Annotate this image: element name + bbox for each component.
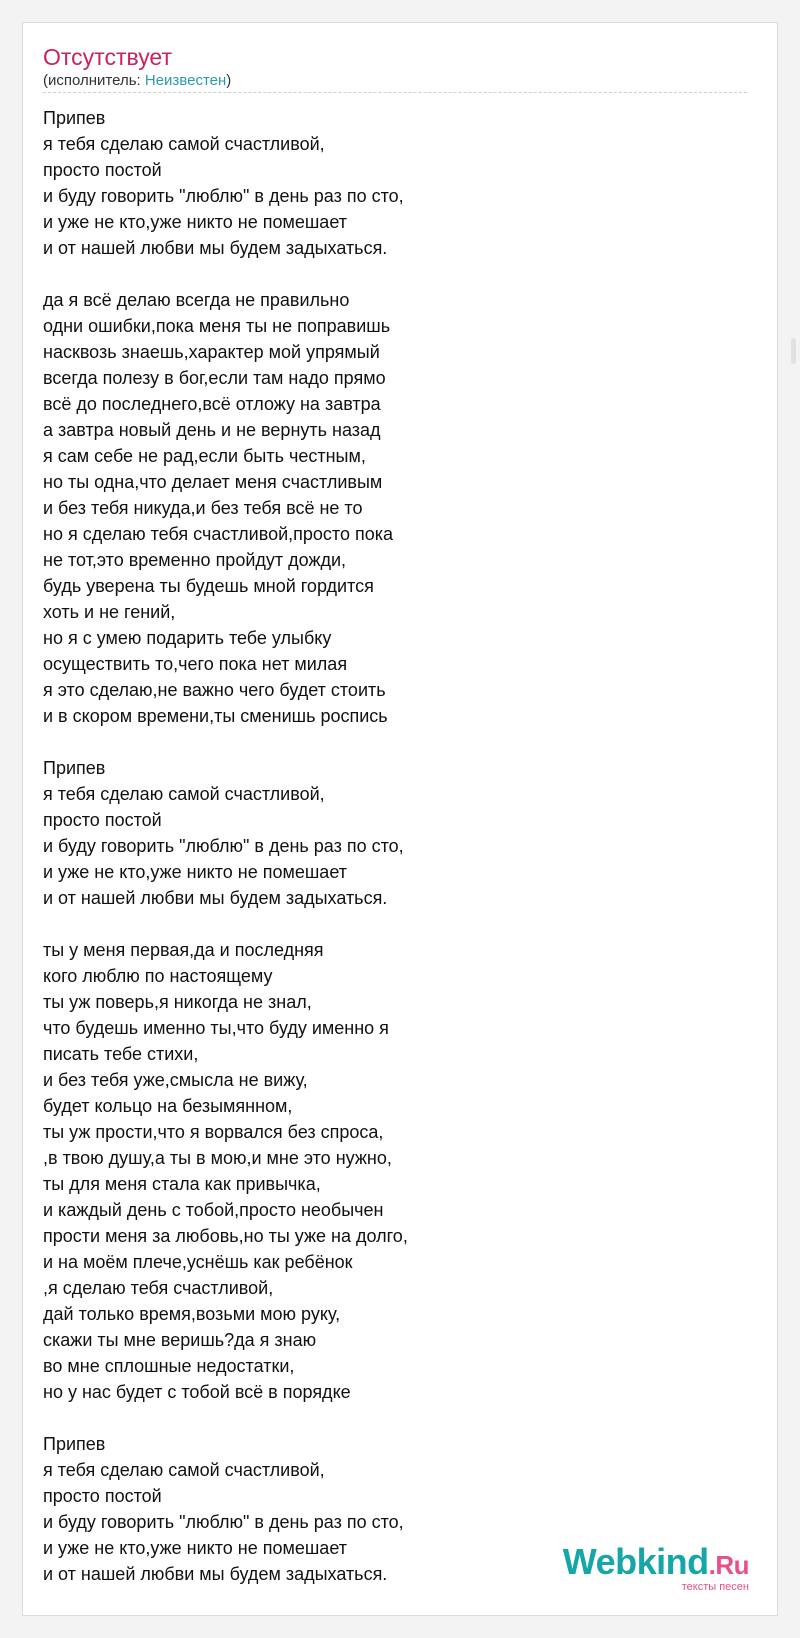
lyric-line: Припев (43, 1434, 106, 1454)
scrollbar-thumb[interactable] (791, 338, 796, 364)
lyric-line: и без тебя никуда,и без тебя всё не то (43, 498, 363, 518)
lyric-line: и от нашей любви мы будем задыхаться. (43, 238, 388, 258)
lyric-line: Припев (43, 758, 106, 778)
stanza-gap (43, 261, 408, 287)
stanza-gap (43, 911, 408, 937)
lyric-line: что будешь именно ты,что буду именно я (43, 1018, 389, 1038)
lyric-line: одни ошибки,пока меня ты не поправишь (43, 316, 391, 336)
site-logo[interactable] (562, 1541, 749, 1593)
lyric-line: ты для меня стала как привычка, (43, 1174, 321, 1194)
lyric-line: я сам себе не рад,если быть честным, (43, 446, 366, 466)
lyric-line: просто постой (43, 810, 162, 830)
artist-suffix: ) (226, 72, 232, 89)
artist-prefix: (исполнитель: (43, 72, 145, 89)
stanza-gap (43, 729, 408, 755)
lyric-line: всё до последнего,всё отложу на завтра (43, 394, 381, 414)
lyric-line: и каждый день с тобой,просто необычен (43, 1200, 384, 1220)
title-divider (43, 92, 747, 93)
lyric-line: и буду говорить "люблю" в день раз по сто, (43, 836, 404, 856)
lyric-line: и буду говорить "люблю" в день раз по сто, (43, 186, 404, 206)
logo-tagline: тексты песен (681, 1581, 749, 1593)
lyric-line: ты уж поверь,я никогда не знал, (43, 992, 312, 1012)
lyric-line: ты уж прости,что я ворвался без спроса, (43, 1122, 384, 1142)
lyric-line: кого люблю по настоящему (43, 966, 273, 986)
lyric-line: Припев (43, 108, 106, 128)
logo-wordmark (562, 1541, 749, 1583)
lyric-line: насквозь знаешь,характер мой упрямый (43, 342, 380, 362)
artist-line (43, 72, 231, 90)
lyric-line: и уже не кто,уже никто не помешает (43, 212, 347, 232)
lyric-line: я тебя сделаю самой счастливой, (43, 784, 325, 804)
lyric-line: скажи ты мне веришь?да я знаю (43, 1330, 317, 1350)
lyric-line: и на моём плече,уснёшь как ребёнок (43, 1252, 353, 1272)
lyrics-card (22, 22, 778, 1616)
song-title: Отсутствует (43, 44, 172, 70)
lyric-line: будет кольцо на безымянном, (43, 1096, 293, 1116)
lyric-line: ты у меня первая,да и последняя (43, 940, 324, 960)
lyric-line: ,в твою душу,а ты в мою,и мне это нужно, (43, 1148, 392, 1168)
lyric-line: я это сделаю,не важно чего будет стоить (43, 680, 386, 700)
lyric-line: и от нашей любви мы будем задыхаться. (43, 1564, 388, 1584)
lyric-line: и уже не кто,уже никто не помешает (43, 1538, 347, 1558)
lyric-line: во мне сплошные недостатки, (43, 1356, 295, 1376)
lyric-line: ,я сделаю тебя счастливой, (43, 1278, 274, 1298)
lyric-line: хоть и не гений, (43, 602, 176, 622)
lyric-line: дай только время,возьми мою руку, (43, 1304, 341, 1324)
lyric-line: я тебя сделаю самой счастливой, (43, 1460, 325, 1480)
lyric-line: но ты одна,что делает меня счастливым (43, 472, 383, 492)
lyric-line: просто постой (43, 160, 162, 180)
artist-link[interactable]: Неизвестен (144, 72, 227, 89)
lyric-line: но у нас будет с тобой всё в порядке (43, 1382, 351, 1402)
lyric-line: да я всё делаю всегда не правильно (43, 290, 350, 310)
lyric-line: а завтра новый день и не вернуть назад (43, 420, 381, 440)
lyric-line: не тот,это временно пройдут дожди, (43, 550, 347, 570)
logo-tld: .Ru (708, 1550, 749, 1580)
lyric-line: осуществить то,чего пока нет милая (43, 654, 348, 674)
lyric-line: писать тебе стихи, (43, 1044, 199, 1064)
lyric-line: и в скором времени,ты сменишь роспись (43, 706, 388, 726)
lyric-line: будь уверена ты будешь мной гордится (43, 576, 374, 596)
lyric-line: и от нашей любви мы будем задыхаться. (43, 888, 388, 908)
logo-main-text: Webkind (562, 1541, 709, 1582)
lyric-line: я тебя сделаю самой счастливой, (43, 134, 325, 154)
lyric-line: и уже не кто,уже никто не помешает (43, 862, 347, 882)
lyric-line: и буду говорить "люблю" в день раз по сто, (43, 1512, 404, 1532)
stanza-gap (43, 1405, 408, 1431)
lyric-line: но я с умею подарить тебе улыбку (43, 628, 332, 648)
lyrics-body (43, 105, 408, 1587)
lyric-line: и без тебя уже,смысла не вижу, (43, 1070, 308, 1090)
lyric-line: прости меня за любовь,но ты уже на долго, (43, 1226, 408, 1246)
lyric-line: просто постой (43, 1486, 162, 1506)
lyric-line: всегда полезу в бог,если там надо прямо (43, 368, 386, 388)
lyric-line: но я сделаю тебя счастливой,просто пока (43, 524, 394, 544)
